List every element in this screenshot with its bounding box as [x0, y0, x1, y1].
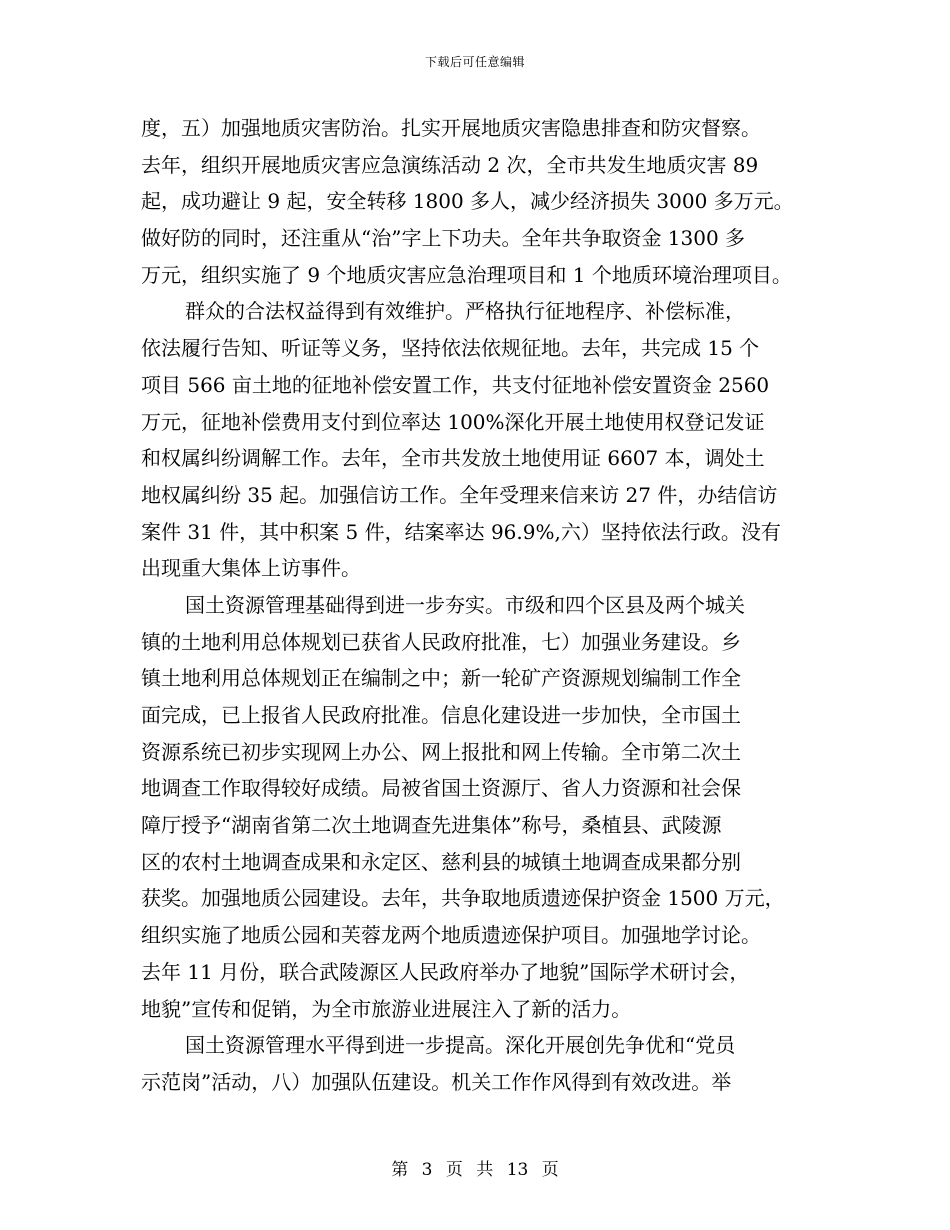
text-line: 和权属纠纷调解工作。去年，全市共发放土地使用证 6607 本，调处土 — [141, 446, 765, 471]
document-body — [141, 110, 831, 1101]
text-line: 镇土地利用总体规划正在编制之中；新一轮矿产资源规划编制工作全 — [141, 666, 741, 691]
paragraph-start-line: 国土资源管理基础得到进一步夯实。市级和四个区县及两个城关 — [185, 592, 745, 617]
text-line: 项目 566 亩土地的征地补偿安置工作，共支付征地补偿安置资金 2560 — [141, 372, 770, 397]
text-line: 出现重大集体上访事件。 — [141, 556, 361, 581]
text-line: 获奖。加强地质公园建设。去年，共争取地质遗迹保护资金 1500 万元， — [141, 886, 785, 911]
text-line: 示范岗”活动，八）加强队伍建设。机关工作作风得到有效改进。举 — [141, 1069, 732, 1094]
page-number: 第 3 页 共 13 页 — [391, 1160, 559, 1180]
text-line: 依法履行告知、听证等义务，坚持依法依规征地。去年，共完成 15 个 — [141, 336, 760, 361]
text-line: 区的农村土地调查成果和永定区、慈利县的城镇土地调查成果都分别 — [141, 849, 741, 874]
paragraph-start-line: 群众的合法权益得到有效维护。严格执行征地程序、补偿标准， — [185, 299, 745, 324]
text-line: 去年 11 月份，联合武陵源区人民政府举办了地貌”国际学术研讨会， — [141, 959, 750, 984]
text-line: 地貌”宣传和促销，为全市旅游业进展注入了新的活力。 — [141, 996, 632, 1021]
text-line: 去年，组织开展地质灾害应急演练活动 2 次，全市共发生地质灾害 89 — [141, 152, 759, 177]
text-line: 起，成功避让 9 起，安全转移 1800 多人，减少经济损失 3000 多万元。 — [141, 189, 794, 214]
text-line: 地调查工作取得较好成绩。局被省国土资源厅、省人力资源和社会保 — [141, 776, 741, 801]
text-line: 障厅授予“湖南省第二次土地调查先进集体”称号，桑植县、武陵源 — [141, 813, 722, 838]
text-line: 万元，组织实施了 9 个地质灾害应急治理项目和 1 个地质环境治理项目。 — [141, 262, 792, 287]
paragraph-start-line: 国土资源管理水平得到进一步提高。深化开展创先争优和“党员 — [185, 1033, 736, 1058]
text-line: 资源系统已初步实现网上办公、网上报批和网上传输。全市第二次土 — [141, 739, 741, 764]
text-line: 组织实施了地质公园和芙蓉龙两个地质遗迹保护项目。加强地学讨论。 — [141, 923, 761, 948]
text-line: 案件 31 件，其中积案 5 件，结案率达 96.9%,六）坚持依法行政。没有 — [141, 519, 781, 544]
page-header-note: 下载后可任意编辑 — [424, 55, 525, 69]
text-line: 面完成，已上报省人民政府批准。信息化建设进一步加快，全市国土 — [141, 703, 741, 727]
text-line: 镇的土地利用总体规划已获省人民政府批准，七）加强业务建设。乡 — [141, 629, 741, 654]
text-line: 做好防的同时，还注重从“治”字上下功夫。全年共争取资金 1300 多 — [141, 226, 746, 251]
text-line: 地权属纠纷 35 起。加强信访工作。全年受理来信来访 27 件，办结信访 — [141, 482, 778, 507]
text-line: 度，五）加强地质灾害防治。扎实开展地质灾害隐患排查和防灾督察。 — [141, 116, 761, 140]
text-line: 万元，征地补偿费用支付到位率达 100%深化开展土地使用权登记发证 — [141, 409, 765, 434]
